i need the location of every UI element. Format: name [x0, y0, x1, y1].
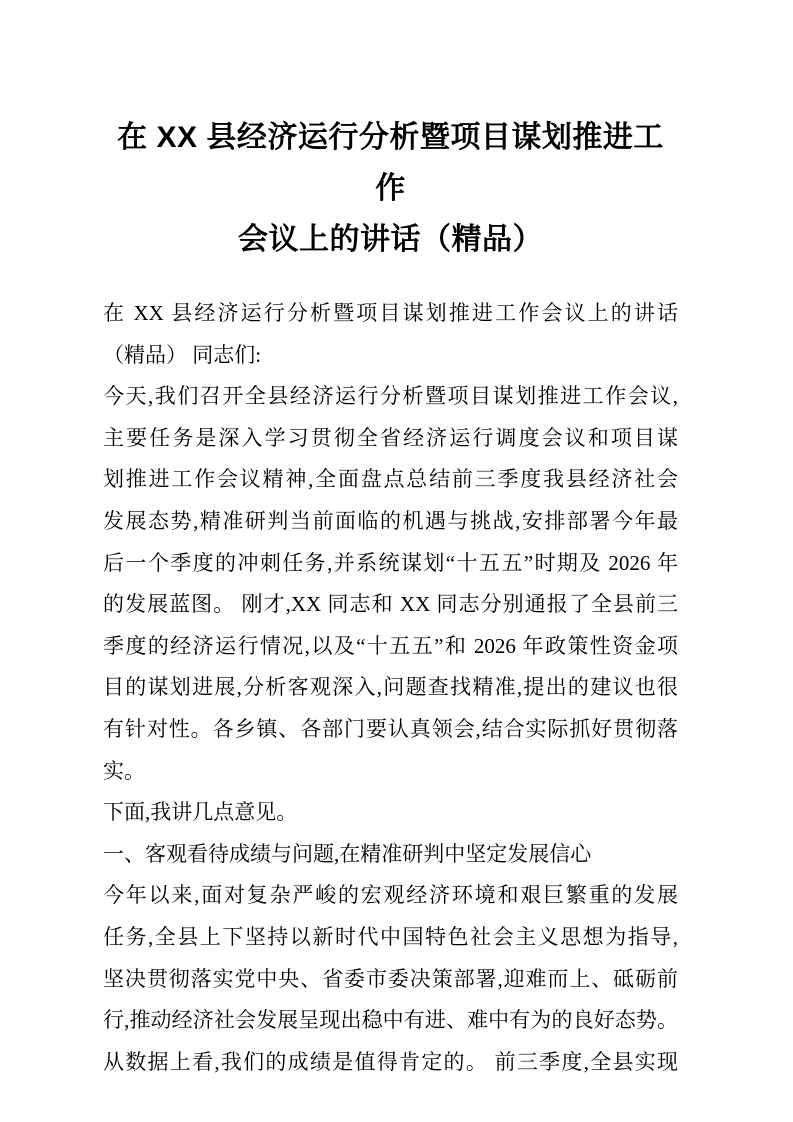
- text-line: 后一个季度的冲刺任务,并系统谋划“十五五”时期及 2026 年: [103, 550, 678, 575]
- text-line: 从数据上看,我们的成绩是值得肯定的。 前三季度,全县实现: [103, 1049, 678, 1074]
- text-line: 划推进工作会议精神,全面盘点总结前三季度我县经济社会: [103, 467, 678, 492]
- text-line: 下面,我讲几点意见。: [103, 800, 298, 825]
- text-line: （精品） 同志们:: [103, 342, 262, 367]
- text-line: 任务,全县上下坚持以新时代中国特色社会主义思想为指导,: [103, 924, 678, 949]
- document-body: [103, 293, 678, 1083]
- text-line: 主要任务是深入学习贯彻全省经济运行调度会议和项目谋: [103, 425, 678, 450]
- text-line: 季度的经济运行情况,以及“十五五”和 2026 年政策性资金项: [103, 633, 678, 658]
- text-line: 有针对性。各乡镇、各部门要认真领会,结合实际抓好贯彻落: [103, 716, 678, 741]
- text-line: 目的谋划进展,分析客观深入,问题查找精准,提出的建议也很: [103, 675, 678, 700]
- salutation-paragraph: [103, 293, 678, 376]
- section-one-paragraph: [103, 875, 678, 1083]
- text-line: 在 XX 县经济运行分析暨项目谋划推进工作会议上的讲话: [103, 301, 678, 325]
- text-line: 今天,我们召开全县经济运行分析暨项目谋划推进工作会议,: [103, 384, 678, 409]
- text-line: 行,推动经济社会发展呈现出稳中有进、难中有为的良好态势。: [103, 1008, 678, 1033]
- text-line: 今年以来,面对复杂严峻的宏观经济环境和艰巨繁重的发展: [103, 883, 678, 908]
- document-title-line-2: 会议上的讲话（精品）: [238, 223, 543, 256]
- opening-paragraph: [103, 376, 678, 792]
- text-line: 发展态势,精准研判当前面临的机遇与挑战,安排部署今年最: [103, 508, 678, 533]
- text-line: 的发展蓝图。 刚才,XX 同志和 XX 同志分别通报了全县前三: [103, 592, 678, 617]
- section-one-heading: [103, 834, 678, 876]
- document-title-line-1: 在 XX 县经济运行分析暨项目谋划推进工作: [117, 121, 664, 205]
- document-title: [103, 112, 678, 265]
- text-line: 实。: [103, 758, 145, 783]
- text-line: 一、客观看待成绩与问题,在精准研判中坚定发展信心: [103, 841, 592, 866]
- text-line: 坚决贯彻落实党中央、省委市委决策部署,迎难而上、砥砺前: [103, 966, 678, 991]
- transition-paragraph: [103, 792, 678, 834]
